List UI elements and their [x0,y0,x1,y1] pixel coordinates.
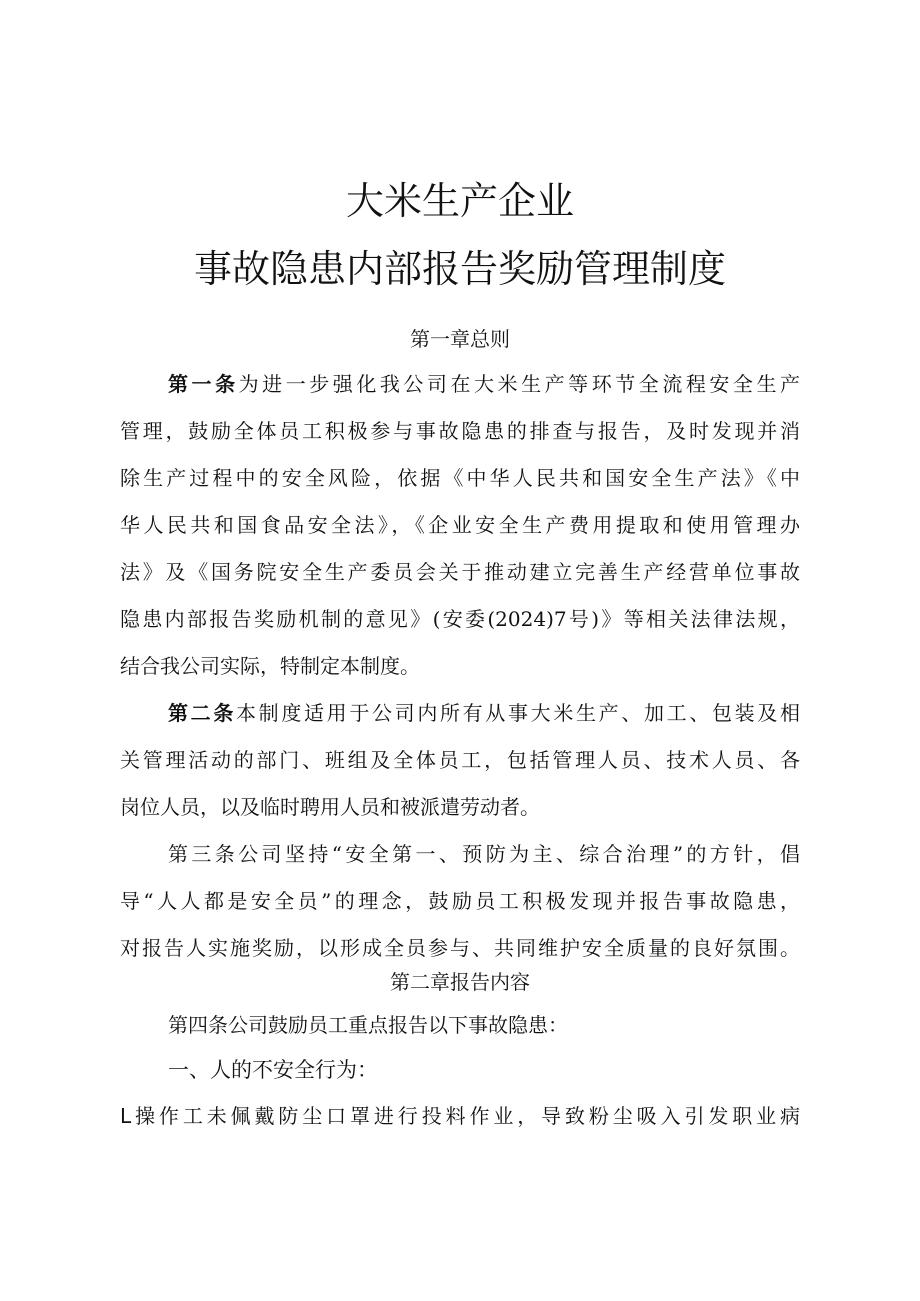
article2-line1 [168,699,800,727]
article3-line3: 对报告人实施奖励，以形成全员参与、共同维护安全质量的良好氛围。 [120,936,800,960]
article1-line1 [168,370,800,398]
document-title-line1: 大米生产企业 [345,179,574,223]
item1-line [120,1102,800,1130]
section-heading-unsafe-behavior: 一、人的不安全行为： [168,1058,378,1082]
article2-line2: 关管理活动的部门、班组及全体员工，包括管理人员、技术人员、各 [120,748,800,772]
article1-line2: 管理，鼓励全体员工积极参与事故隐患的排查与报告，及时发现并消 [120,419,800,443]
item1-marker: L [120,1104,132,1128]
article2-line1-text: 本制度适用于公司内所有从事大米生产、加工、包装及相 [236,701,800,725]
article1-line1-text: 为进一步强化我公司在大米生产等环节全流程安全生产 [238,372,801,396]
article1-line5: 法》及《国务院安全生产委员会关于推动建立完善生产经营单位事故 [120,560,800,584]
article1-line7: 结合我公司实际，特制定本制度。 [120,654,420,678]
article3-line2: 导“人人都是安全员”的理念，鼓励员工积极发现并报告事故隐患， [120,889,800,913]
article1-line4: 华人民共和国食品安全法》，《企业安全生产费用提取和使用管理办 [120,513,800,537]
article4-line: 第四条公司鼓励员工重点报告以下事故隐患： [168,1013,568,1037]
document-title-line2: 事故隐患内部报告奖励管理制度 [193,247,726,291]
chapter-heading-report-content: 第二章报告内容 [390,970,530,994]
article1-label: 第一条 [168,372,239,396]
item1-text: 操作工未佩戴防尘口罩进行投料作业，导致粉尘吸入引发职业病 [131,1104,800,1128]
article2-line3: 岗位人员，以及临时聘用人员和被派遣劳动者。 [120,795,540,819]
chapter-heading-general: 第一章总则 [410,327,510,351]
article1-line3: 除生产过程中的安全风险，依据《中华人民共和国安全生产法》《中 [120,466,800,490]
article1-line6: 隐患内部报告奖励机制的意见》(安委(2024)7号)》等相关法律法规， [120,607,800,631]
article3-line1: 第三条公司坚持“安全第一、预防为主、综合治理”的方针，倡 [168,842,800,866]
article2-label: 第二条 [168,701,236,725]
